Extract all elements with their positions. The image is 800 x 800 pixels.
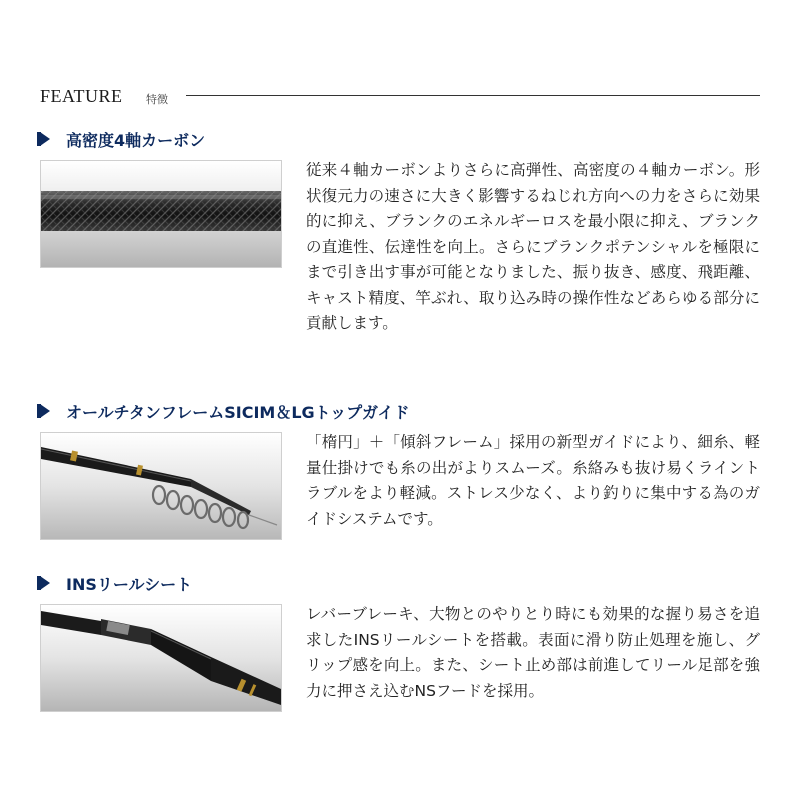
section-title: INSリールシート — [66, 575, 193, 594]
feature-section-reelseat — [40, 572, 760, 732]
header-divider — [186, 95, 760, 96]
feature-section-guides — [40, 400, 760, 550]
feature-title: FEATURE — [40, 86, 123, 106]
section-heading — [40, 400, 760, 422]
rod-guides-photo — [40, 432, 282, 540]
section-heading — [40, 128, 760, 150]
section-title: 高密度4軸カーボン — [66, 131, 206, 150]
section-heading — [40, 572, 760, 594]
arrow-marker-icon — [40, 576, 50, 590]
arrow-marker-icon — [40, 132, 50, 146]
section-title: オールチタンフレームSICIM＆LGトップガイド — [66, 403, 410, 422]
feature-section-carbon — [40, 128, 760, 368]
feature-header — [40, 86, 760, 110]
carbon-blank-photo — [40, 160, 282, 268]
section-description: レバーブレーキ、大物とのやりとり時にも効果的な握り易さを追求したINSリールシートを搭載。表面に滑り防止処理を施し、グリップ感を向上。また、シート止め部は前進してリール足部を強力に押さえ込むNSフードを採用。 — [306, 605, 760, 700]
arrow-marker-icon — [40, 404, 50, 418]
reel-seat-photo — [40, 604, 282, 712]
section-description: 「楕円」＋「傾斜フレーム」採用の新型ガイドにより、細糸、軽量仕掛けでも糸の出がよりスムーズ。糸絡みも抜け易くライントラブルをより軽減。ストレス少なく、より釣りに集中する為のガイドシステムです。 — [306, 433, 760, 528]
feature-subtitle: 特徴 — [146, 93, 168, 106]
section-description: 従来４軸カーボンよりさらに高弾性、高密度の４軸カーボン。形状復元力の速さに大きく影響するねじれ方向への力をさらに効果的に抑え、ブランクのエネルギーロスを最小限に抑え、ブランクの直進性、伝達性を向上。さらにブランクポテンシャルを極限にまで引き出す事が可能となりました、振り抜き、感度、飛距離、キャスト精度、竿ぶれ、取り込み時の操作性などあらゆる部分に貢献します。 — [306, 161, 760, 332]
